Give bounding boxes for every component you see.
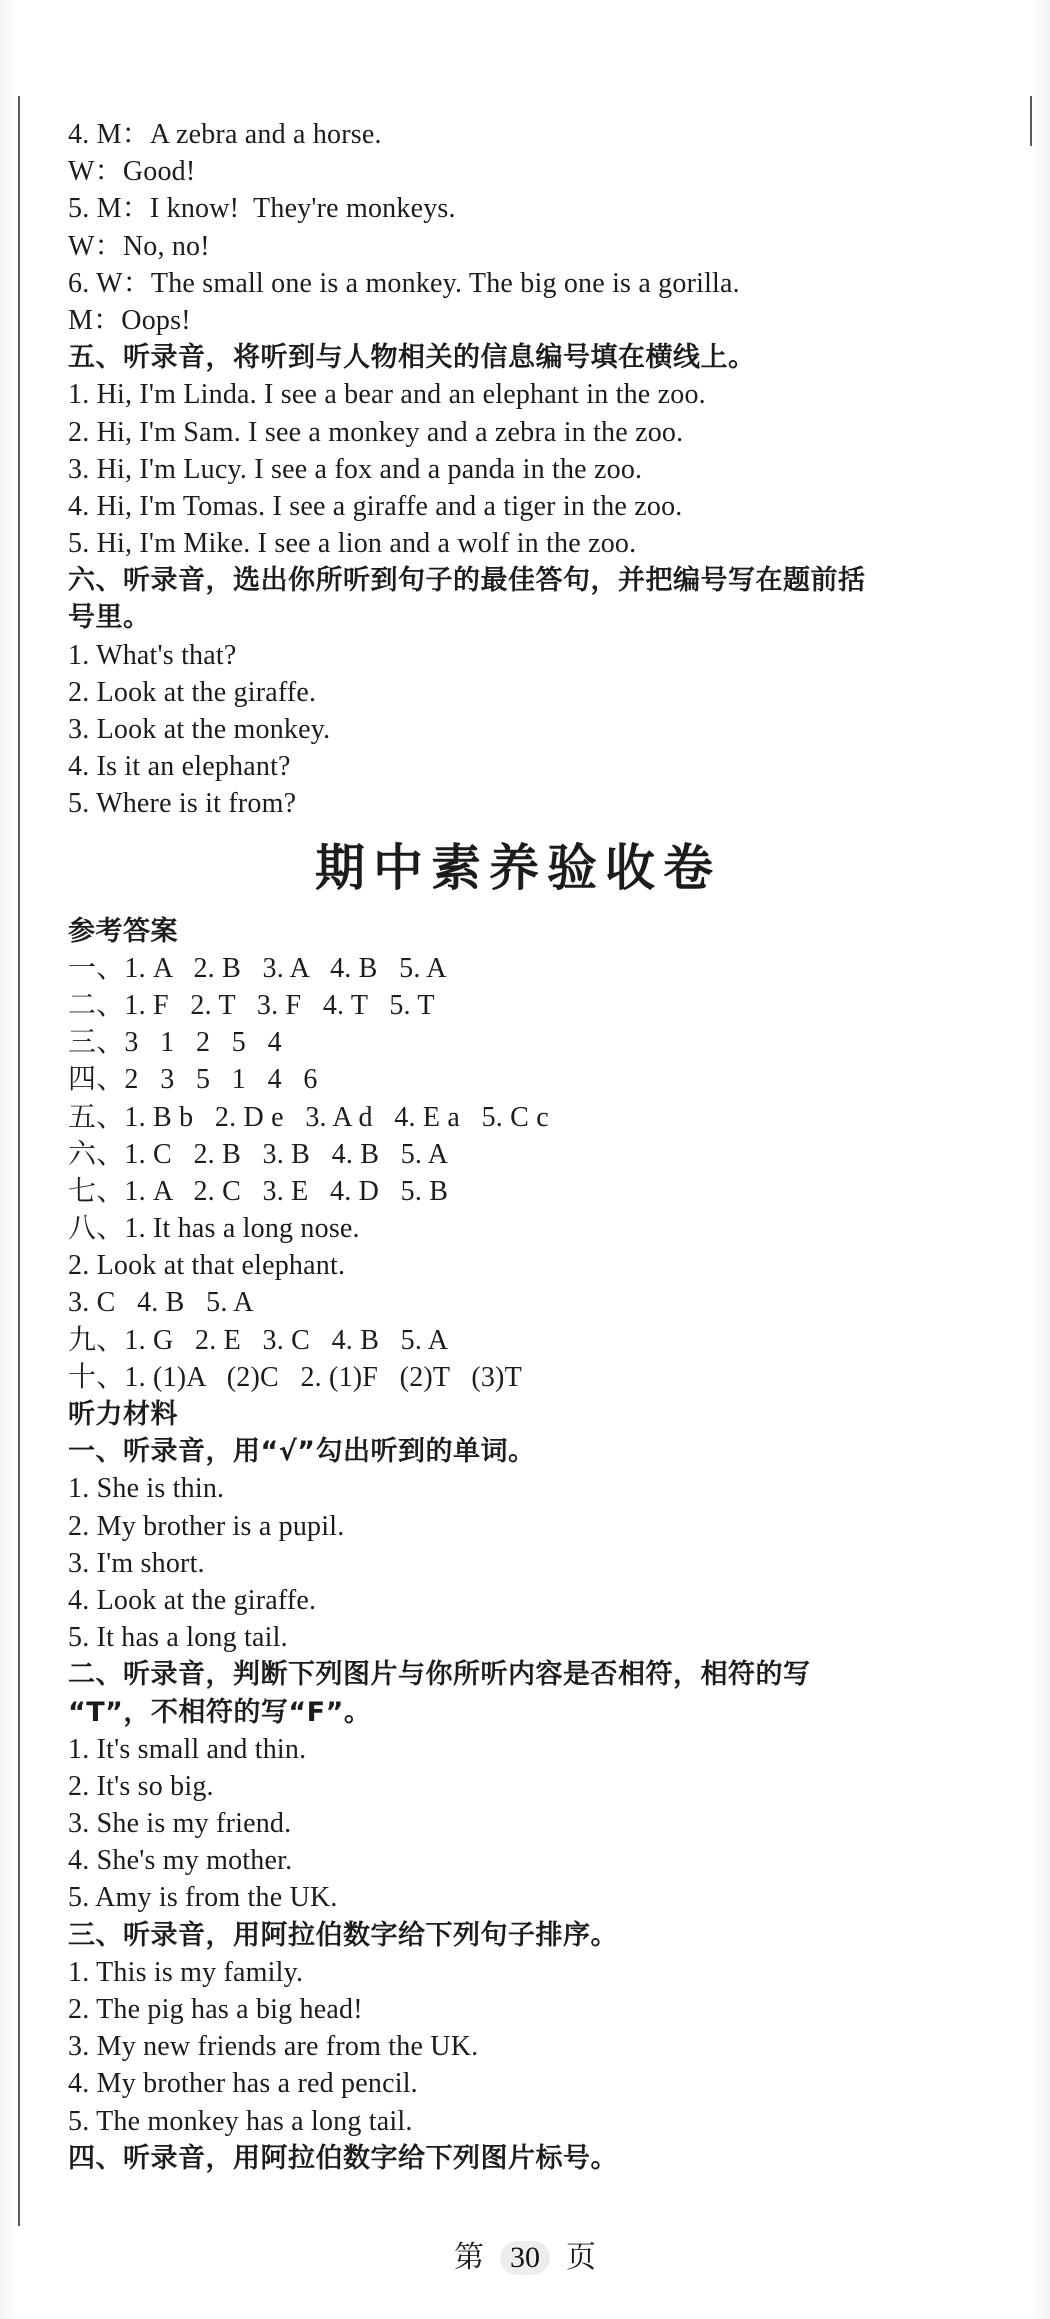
section-heading-line: 三、听录音，用阿拉伯数字给下列句子排序。 — [68, 1919, 618, 1951]
text-line: M：Oops! — [68, 304, 191, 336]
section-heading-line: 号里。 — [68, 602, 151, 634]
text-line: 八、1. It has a long nose. — [68, 1213, 360, 1245]
text-line: 1. She is thin. — [68, 1473, 225, 1505]
text-line: 4. She's my mother. — [68, 1845, 293, 1877]
text-line: 3. My new friends are from the UK. — [68, 2031, 479, 2063]
text-line: 5. M：I know! They're monkeys. — [68, 193, 456, 225]
text-line: 四、2 3 5 1 4 6 — [68, 1064, 318, 1096]
text-line: 1. Hi, I'm Linda. I see a bear and an elephant in the zoo. — [68, 379, 706, 411]
text-line: W：Good! — [68, 156, 196, 188]
top-text-block — [68, 116, 1008, 823]
text-line: 一、1. A 2. B 3. A 4. B 5. A — [68, 952, 447, 984]
text-line: 2. The pig has a big head! — [68, 1994, 363, 2025]
bottom-text-block — [68, 913, 1008, 2177]
text-line: 4. Hi, I'm Tomas. I see a giraffe and a tiger in the zoo. — [68, 490, 683, 522]
text-line: 6. W：The small one is a monkey. The big one is a gorilla. — [68, 267, 740, 299]
section-heading-line: 六、听录音，选出你所听到句子的最佳答句，并把编号写在题前括 — [68, 565, 866, 597]
text-line: 五、1. B b 2. D e 3. A d 4. E a 5. C c — [68, 1101, 549, 1133]
text-line: 5. Amy is from the UK. — [68, 1882, 338, 1914]
footer-suffix: 页 — [566, 2241, 596, 2274]
text-line: 2. Look at the giraffe. — [68, 676, 317, 708]
text-line: W：No, no! — [68, 230, 210, 262]
text-line: 1. It's small and thin. — [68, 1733, 307, 1765]
text-line: 5. It has a long tail. — [68, 1622, 288, 1654]
text-line: 5. Hi, I'm Mike. I see a lion and a wolf in the zoo. — [68, 528, 637, 560]
text-line: 3. Look at the monkey. — [68, 714, 331, 745]
left-margin-rule — [18, 96, 20, 2226]
text-line: 九、1. G 2. E 3. C 4. B 5. A — [68, 1324, 449, 1356]
section-heading-line: 参考答案 — [68, 915, 178, 947]
text-line: 3. Hi, I'm Lucy. I see a fox and a panda in the zoo. — [68, 453, 643, 485]
text-line: 4. Is it an elephant? — [68, 751, 291, 783]
text-line: 1. What's that? — [68, 639, 237, 671]
text-line: 3. She is my friend. — [68, 1808, 292, 1840]
text-line: 三、3 1 2 5 4 — [68, 1027, 282, 1059]
text-line: 十、1. (1)A (2)C 2. (1)F (2)T (3)T — [68, 1361, 522, 1393]
page-footer — [0, 2232, 1050, 2276]
text-line: 5. The monkey has a long tail. — [68, 2105, 413, 2137]
footer-prefix: 第 — [454, 2241, 484, 2274]
section-title: 期中素养验收卷 — [315, 838, 721, 897]
text-line: 七、1. A 2. C 3. E 4. D 5. B — [68, 1175, 449, 1207]
text-line: 1. This is my family. — [68, 1956, 304, 1988]
text-line: 2. It's so big. — [68, 1770, 214, 1802]
section-heading-line: 二、听录音，判断下列图片与你所听内容是否相符，相符的写 — [68, 1659, 811, 1691]
text-line: 二、1. F 2. T 3. F 4. T 5. T — [68, 989, 435, 1021]
page-number: 30 — [500, 2241, 550, 2275]
section-heading-line: 五、听录音，将听到与人物相关的信息编号填在横线上。 — [68, 342, 756, 374]
text-line: 2. My brother is a pupil. — [68, 1510, 345, 1542]
section-heading-line: 四、听录音，用阿拉伯数字给下列图片标号。 — [68, 2142, 618, 2174]
document-body — [68, 116, 1008, 2177]
text-line: 2. Hi, I'm Sam. I see a monkey and a zebra in the zoo. — [68, 416, 684, 448]
text-line: 3. I'm short. — [68, 1547, 205, 1579]
text-line: 4. My brother has a red pencil. — [68, 2068, 418, 2100]
text-line: 5. Where is it from? — [68, 788, 297, 820]
text-line: 六、1. C 2. B 3. B 4. B 5. A — [68, 1138, 449, 1170]
text-line: 4. M：A zebra and a horse. — [68, 119, 382, 150]
section-heading-line: 一、听录音，用“√”勾出听到的单词。 — [68, 1436, 536, 1468]
text-line: 2. Look at that elephant. — [68, 1250, 346, 1282]
section-heading-line: “T”，不相符的写“F”。 — [68, 1696, 372, 1728]
right-margin-rule — [1030, 96, 1032, 146]
section-heading-line: 听力材料 — [68, 1399, 178, 1430]
text-line: 4. Look at the giraffe. — [68, 1584, 317, 1616]
text-line: 3. C 4. B 5. A — [68, 1287, 254, 1319]
